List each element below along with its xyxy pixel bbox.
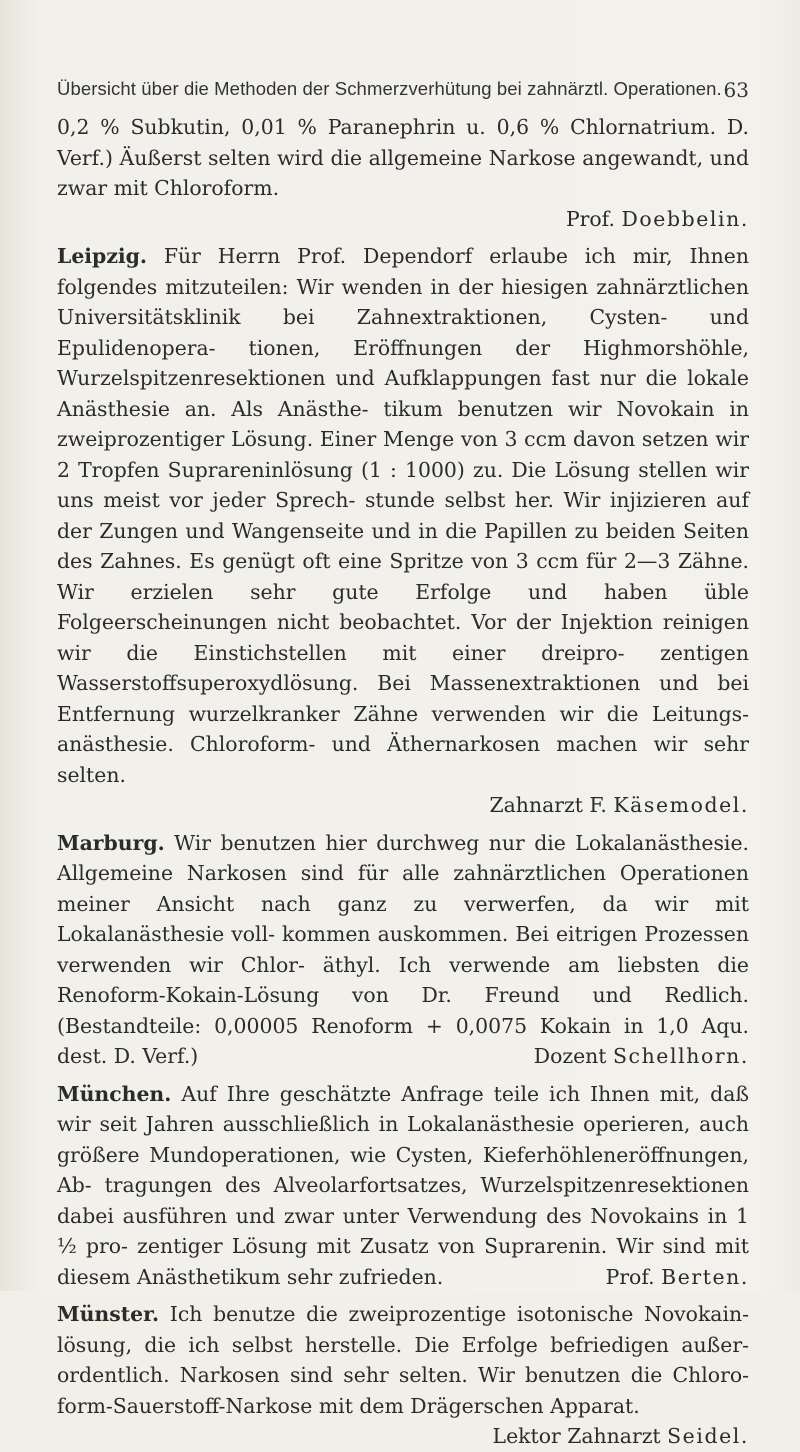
- city-heading: Leipzig.: [57, 244, 147, 268]
- city-heading: Marburg.: [57, 830, 165, 855]
- signature-name: Seidel.: [667, 1424, 749, 1448]
- signature-name: Doebbelin.: [621, 206, 749, 231]
- page-number: 63: [723, 78, 749, 102]
- intro-paragraph: [57, 112, 749, 234]
- section-muenster: [57, 1299, 749, 1452]
- city-heading: München.: [57, 1081, 172, 1106]
- section-leipzig: [57, 241, 749, 821]
- section-text: Für Herrn Prof. Dependorf erlaube ich mir, Ihnen folgendes mitzuteilen: Wir wenden in der hiesigen zahnärztlichen Universitätsklinik bei Zahnextraktionen, Cysten- und Epulidenopera- tionen, Eröffnungen der Highmorshöhle, Wurzelspitzenresektionen und Aufklappungen fast nur die lokale Anästhesie an. Als Anästhe- tikum benutzen wir Novokain in zweiprozentiger Lösung. Einer Menge von 3 ccm davon setzen wir 2 Tropfen Suprareninlösung (1 : 1000) zu. Die Lösung stellen wir uns meist vor jeder Sprech- stunde selbst her. Wir injizieren auf der Zungen und Wangenseite und in die Papillen zu beiden Seiten des Zahnes. Es genügt oft eine Spritze von 3 ccm für 2—3 Zähne. Wir erzielen sehr gute Erfolge und haben üble Folgeerscheinungen nicht beobachtet. Vor der Injektion reinigen wir die Einstichstellen mit einer dreipro- zentigen Wasserstoffsuperoxydlösung. Bei Massenextraktionen und bei Entfernung wurzelkranker Zähne verwenden wir die Leitungs- anästhesie. Chloroform- und Äthernarkosen machen wir sehr selten.: [57, 244, 749, 787]
- signature-name: Schellhorn.: [612, 1044, 749, 1068]
- section-marburg: [57, 828, 749, 1072]
- intro-text: 0,2 % Subkutin, 0,01 % Paranephrin u. 0,6 % Chlornatrium. D. Verf.) Äußerst selten wird die allgemeine Narkose angewandt, und zwar mit Chloroform.: [57, 115, 749, 200]
- signature-name: Berten.: [661, 1264, 749, 1289]
- section-muenchen: [57, 1079, 749, 1293]
- header-title: Übersicht über die Methoden der Schmerzverhütung bei zahnärztl. Operationen.: [57, 78, 722, 99]
- signature: Zahnarzt F. Käsemodel.: [489, 793, 749, 817]
- section-text: Wir benutzen hier durchweg nur die Lokalanästhesie. Allgemeine Narkosen sind für alle zahnärztlichen Operationen meiner Ansicht nach ganz zu verwerfen, da wir mit Lokalanästhesie voll- kommen auskommen. Bei eitrigen Prozessen verwenden wir Chlor- äthyl. Ich verwende am liebsten die Renoform-Kokain-Lösung von Dr. Freund und Redlich. (Bestandteile: 0,00005 Renoform + 0,0075 Kokain in 1,0 Aqu. dest. D. Verf.): [57, 830, 749, 1068]
- section-text: Ich benutze die zweiprozentige isotonische Novokain- lösung, die ich selbst herstelle. Die Erfolge befriedigen außer- ordentlich. Narkosen sind sehr selten. Wir benutzen die Chloro- form-Sauerstoff-Narkose mit dem Drägerschen Apparat.: [57, 1302, 749, 1418]
- signature-name: Käsemodel.: [613, 793, 749, 817]
- city-heading: Münster.: [57, 1302, 160, 1326]
- section-text: Auf Ihre geschätzte Anfrage teile ich Ihnen mit, daß wir seit Jahren ausschließlich in Lokalanästhesie operieren, auch größere Mundoperationen, wie Cysten, Kieferhöhleneröffnungen, Ab- tragungen des Alveolarfortsatzes, Wurzelspitzenresektionen dabei ausführen und zwar unter Verwendung des Novokains in 1 ½ pro- zentiger Lösung mit Zusatz von Suprarenin. Wir sind mit diesem Anästhetikum sehr zufrieden.: [57, 1081, 749, 1289]
- signature: Prof. Berten.: [605, 1264, 749, 1289]
- signature: Dozent Schellhorn.: [533, 1044, 749, 1068]
- signature: Lektor Zahnarzt Seidel.: [492, 1424, 749, 1448]
- running-header: [57, 78, 749, 108]
- body-text: [57, 112, 749, 1452]
- signature: Prof. Doebbelin.: [565, 206, 749, 231]
